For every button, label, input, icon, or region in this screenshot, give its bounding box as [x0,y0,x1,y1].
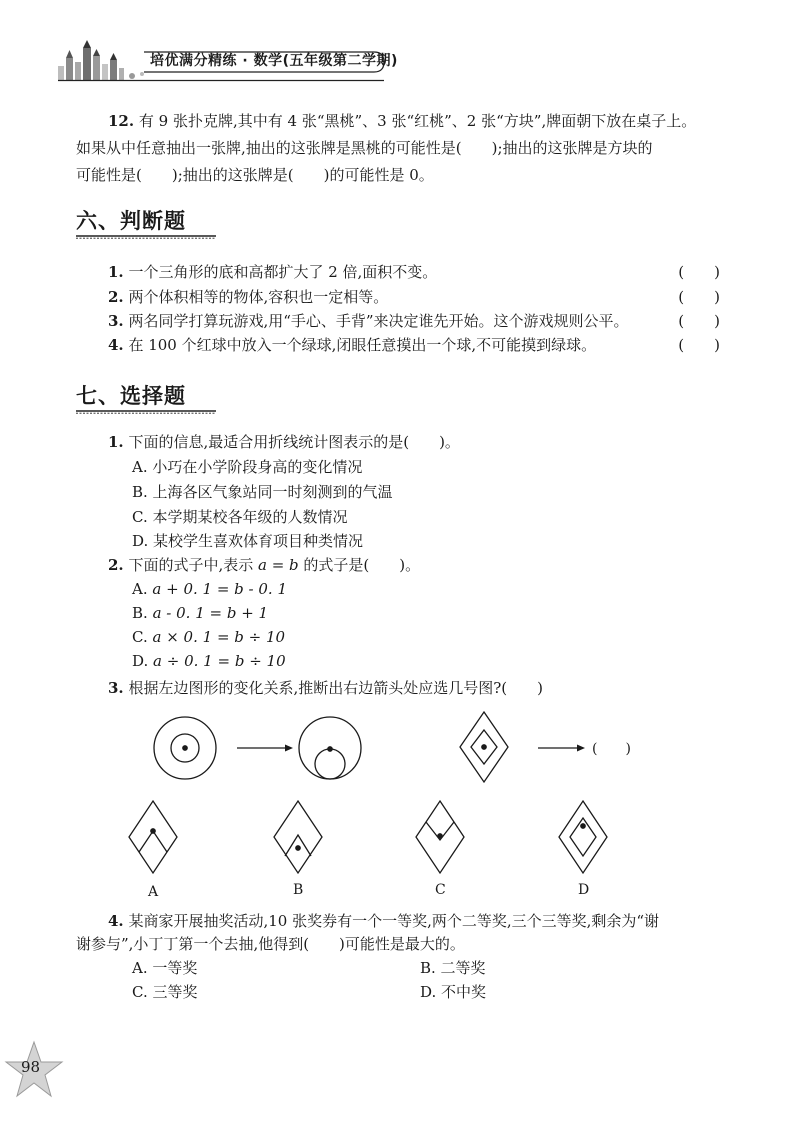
judge-answer-blank[interactable]: ( ) [678,263,720,281]
judge-item-text: 一个三角形的底和高都扩大了 2 倍,面积不变。 [128,263,438,281]
judge-item-number: 2. [108,288,124,306]
choice-q4-text-1: 某商家开展抽奖活动,10 张奖券有一个一等奖,两个二等奖,三个三等奖,剩余为“谢 [128,912,660,930]
pencil-cityscape-icon [58,40,144,80]
q3-option-b-figure[interactable] [274,801,322,873]
choice-q1-option-d[interactable]: D. 某校学生喜欢体育项目种类情况 [132,532,364,550]
q3-option-a-label: A [148,884,159,900]
choice-q3-text: 根据左边图形的变化关系,推断出右边箭头处应选几号图?( ) [128,679,543,697]
q12-number: 12. [108,112,135,130]
choice-q2-option-d[interactable] [132,652,286,670]
choice-q4-option-d[interactable]: D. 不中奖 [420,983,487,1001]
choice-q4-line-1 [108,910,659,931]
choice-q4-line-2: 谢参与”,小丁丁第一个去抽,他得到( )可能性是最大的。 [76,935,465,953]
q3-arrow-2-icon [538,745,585,752]
choice-q1-option-c[interactable]: C. 本学期某校各年级的人数情况 [132,508,348,526]
choice-q2-text-after: 的式子是( )。 [298,556,421,574]
q3-figure [0,700,800,910]
option-expression: a + 0. 1 = b - 0. 1 [152,580,287,598]
judge-item-number: 1. [108,263,124,281]
choice-q2-option-a[interactable] [132,580,287,598]
q3-option-a-figure[interactable] [129,801,177,873]
choice-q4-option-c[interactable]: C. 三等奖 [132,983,198,1001]
section-6-title: 六、判断题 [76,209,186,233]
choice-q2-option-c[interactable] [132,628,285,646]
section-7-underline [76,410,216,414]
judge-item-text: 两个体积相等的物体,容积也一定相等。 [128,288,389,306]
judge-item-text: 在 100 个红球中放入一个绿球,闭眼任意摸出一个球,不可能摸到绿球。 [128,336,597,354]
option-label: D. [132,652,149,670]
judge-item-number: 4. [108,336,124,354]
q3-answer-blank[interactable]: ( ) [592,741,631,757]
q3-option-b-label: B [293,882,304,898]
choice-q2-text-before: 下面的式子中,表示 [128,556,258,574]
option-label: A. [132,580,148,598]
choice-q2-option-b[interactable] [132,604,268,622]
option-label: B. [132,604,148,622]
page-number: 98 [21,1058,41,1076]
choice-q4-number: 4. [108,912,124,930]
choice-q1-option-a[interactable]: A. 小巧在小学阶段身高的变化情况 [132,458,363,476]
section-6-underline [76,235,216,239]
choice-q2-math: a = b [258,556,299,574]
section-7-title: 七、选择题 [76,384,186,408]
choice-q4-option-a[interactable]: A. 一等奖 [132,959,198,977]
judge-answer-blank[interactable]: ( ) [678,288,720,306]
choice-q1-text: 下面的信息,最适合用折线统计图表示的是( )。 [128,433,460,451]
q12-text-1: 有 9 张扑克牌,其中有 4 张“黑桃”、3 张“红桃”、2 张“方块”,牌面朝下放在桌子上。 [138,112,697,130]
judge-item-number: 3. [108,312,124,330]
q3-option-c-label: C [435,882,446,898]
choice-q2-stem [108,554,420,575]
judge-answer-blank[interactable]: ( ) [678,336,720,354]
q3-arrow-1-icon [237,745,293,752]
q3-option-d-label: D [578,882,590,898]
option-expression: a ÷ 0. 1 = b ÷ 10 [153,652,286,670]
q3-option-c-figure[interactable] [416,801,464,873]
q12-line-1 [108,110,696,131]
q3-figure-tangent-circles [299,717,361,779]
judge-item-4 [108,334,720,356]
judge-item-text: 两名同学打算玩游戏,用“手心、手背”来决定谁先开始。这个游戏规则公平。 [128,312,629,330]
choice-q1-option-b[interactable]: B. 上海各区气象站同一时刻测到的气温 [132,483,393,501]
choice-q1-number: 1. [108,433,124,451]
q3-figure-nested-diamonds [460,712,508,782]
choice-q1-stem [108,431,460,452]
option-label: C. [132,628,148,646]
judge-item-3 [108,310,720,332]
q3-figure-concentric-circles [154,717,216,779]
q3-option-d-figure[interactable] [559,801,607,873]
header-title: 培优满分精练 · 数学(五年级第二学期) [150,53,398,69]
choice-q3-stem [108,677,543,698]
option-expression: a × 0. 1 = b ÷ 10 [152,628,286,646]
q12-line-3: 可能性是( );抽出的这张牌是( )的可能性是 0。 [76,166,434,184]
judge-item-1 [108,261,720,283]
choice-q2-number: 2. [108,556,124,574]
q12-line-2: 如果从中任意抽出一张牌,抽出的这张牌是黑桃的可能性是( );抽出的这张牌是方块的 [76,139,653,157]
choice-q3-number: 3. [108,679,124,697]
judge-answer-blank[interactable]: ( ) [678,312,720,330]
choice-q4-option-b[interactable]: B. 二等奖 [420,959,486,977]
judge-item-2 [108,286,720,308]
option-expression: a - 0. 1 = b + 1 [152,604,269,622]
